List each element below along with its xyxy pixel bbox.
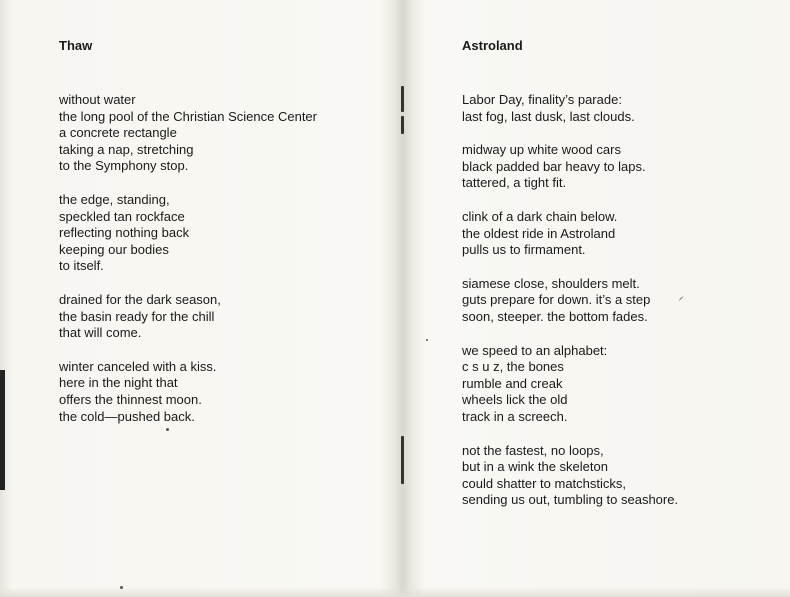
poem-line: to the Symphony stop.	[59, 158, 189, 174]
poem-line: speckled tan rockface	[59, 208, 185, 224]
paper-speck	[120, 586, 123, 589]
poem-line: tattered, a tight fit.	[462, 175, 567, 191]
left-page	[59, 38, 317, 442]
poem-line: the cold—pushed back.	[59, 408, 195, 424]
poem-line: here in the night that	[59, 375, 178, 391]
stanza	[462, 142, 678, 192]
poem-line: wheels lick the old	[462, 392, 568, 408]
poem-line: soon, steeper. the bottom fades.	[462, 308, 648, 324]
poem-line: guts prepare for down. it’s a step	[462, 292, 651, 308]
poem-line: midway up white wood cars	[462, 142, 621, 158]
poem-title-astroland: Astroland	[462, 38, 523, 53]
poem-line: pulls us to firmament.	[462, 242, 586, 258]
poem-line: could shatter to matchsticks,	[462, 475, 627, 491]
poem-line: that will come.	[59, 325, 142, 341]
stanza	[462, 443, 678, 509]
poem-line: we speed to an alphabet:	[462, 342, 608, 358]
poem-line: black padded bar heavy to laps.	[462, 158, 646, 174]
poem-line: Labor Day, finality’s parade:	[462, 92, 622, 107]
poem-line: track in a screech.	[462, 408, 568, 424]
poem-line: the oldest ride in Astroland	[462, 225, 616, 241]
page-edge-shadow	[0, 0, 12, 597]
poem-line: without water	[59, 92, 136, 107]
poem-line: last fog, last dusk, last clouds.	[462, 108, 635, 124]
poem-line: c s u z, the bones	[462, 359, 564, 375]
bottom-edge-shadow	[0, 587, 790, 597]
stanza	[462, 209, 678, 259]
poem-line: but in a wink the skeleton	[462, 459, 608, 475]
poem-line: sending us out, tumbling to seashore.	[462, 492, 679, 508]
stanza	[59, 292, 317, 342]
poem-line: offers the thinnest moon.	[59, 391, 202, 407]
poem-line: a concrete rectangle	[59, 125, 177, 141]
stanza	[59, 92, 317, 175]
poem-line: winter canceled with a kiss.	[59, 358, 217, 374]
poem-line: taking a nap, stretching	[59, 141, 194, 157]
stanza	[462, 343, 678, 426]
poem-line: clink of a dark chain below.	[462, 208, 618, 224]
stanza	[59, 192, 317, 275]
stanza	[462, 276, 678, 326]
poem-line: to itself.	[59, 258, 104, 274]
staple-top	[401, 86, 404, 112]
stanza	[462, 92, 678, 125]
paper-speck	[426, 339, 428, 341]
poem-line: the long pool of the Christian Science Center	[59, 108, 317, 124]
stanza	[59, 359, 317, 425]
poem-line: drained for the dark season,	[59, 291, 221, 307]
staple-bottom	[401, 436, 404, 484]
poem-line: the basin ready for the chill	[59, 308, 215, 324]
poem-line: reflecting nothing back	[59, 225, 190, 241]
poem-line: the edge, standing,	[59, 191, 170, 207]
right-page	[462, 38, 678, 526]
poem-line: not the fastest, no loops,	[462, 442, 604, 458]
poem-line: siamese close, shoulders melt.	[462, 275, 640, 291]
staple-top-lower	[401, 116, 404, 134]
poem-line: rumble and creak	[462, 375, 563, 391]
poem-title-thaw: Thaw	[59, 38, 93, 53]
poem-line: keeping our bodies	[59, 241, 169, 257]
left-edge-mark	[0, 370, 5, 490]
